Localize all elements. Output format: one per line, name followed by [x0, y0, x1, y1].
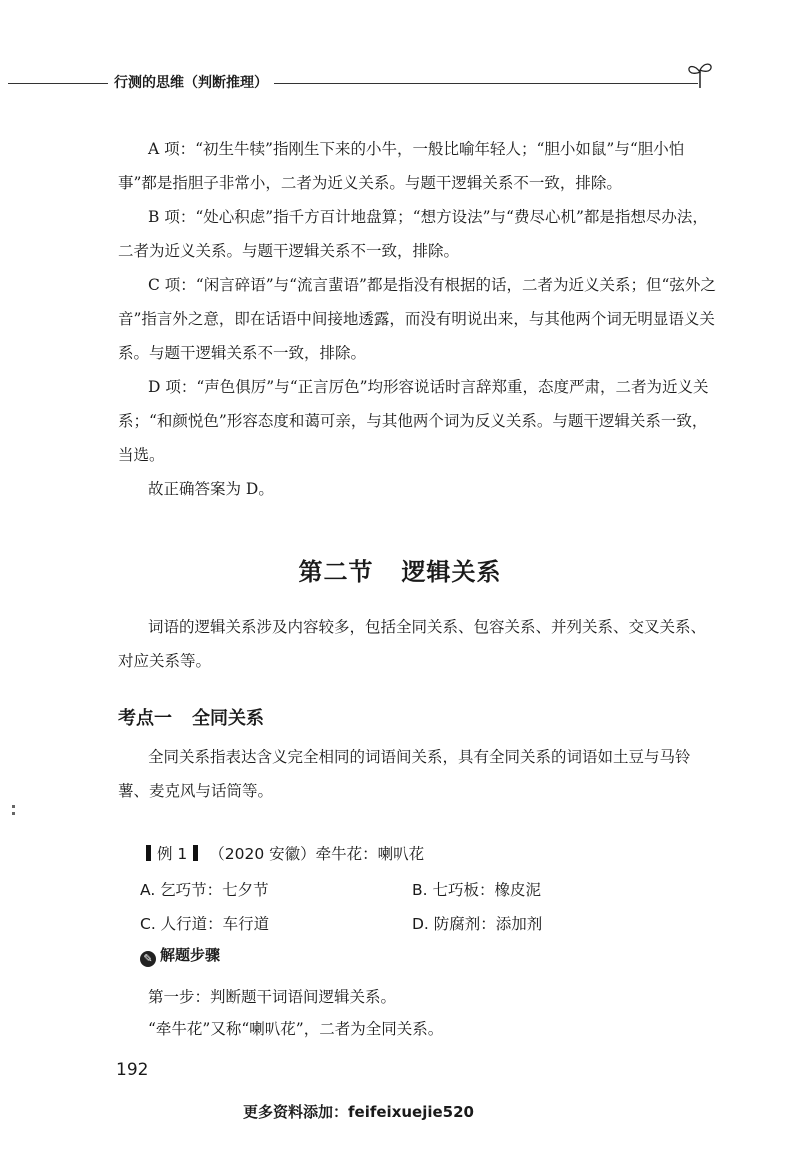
example-question: [140, 842, 424, 864]
option-d: D. 防腐剂：添加剂: [412, 915, 543, 933]
option-a: A. 乞巧节：七夕节: [140, 881, 269, 899]
example-label: 例 1: [157, 845, 188, 863]
example-bar-left: [146, 845, 151, 861]
footer-note: [243, 1101, 474, 1122]
section-intro: 词语的逻辑关系涉及内容较多，包括全同关系、包容关系、并列关系、交叉关系、对应关系等。: [118, 618, 707, 670]
steps-icon: ✎: [140, 951, 156, 967]
running-header-title: 行测的思维（判断推理）: [108, 72, 274, 92]
answer-line: 故正确答案为 D。: [148, 480, 274, 498]
explanation-option-a: A 项：“初生牛犊”指刚生下来的小牛，一般比喻年轻人；“胆小如鼠”与“胆小怕事”都是指胆子非常小，二者为近义关系。与题干逻辑关系不一致，排除。: [118, 140, 685, 192]
example-bar-right: [193, 845, 198, 861]
explanation-option-b: B 项：“处心积虑”指千方百计地盘算；“想方设法”与“费尽心机”都是指想尽办法，二者为近义关系。与题干逻辑关系不一致，排除。: [118, 208, 708, 260]
step-one: 第一步：判断题干词语间逻辑关系。: [148, 988, 397, 1006]
step-one-text: “牵牛花”又称“喇叭花”，二者为全同关系。: [148, 1020, 444, 1038]
sprout-icon: [686, 60, 714, 90]
kaodian-text: 全同关系指表达含义完全相同的词语间关系，具有全同关系的词语如土豆与马铃薯、麦克风与话筒等。: [118, 748, 691, 800]
page-number: 192: [116, 1060, 149, 1080]
section-number: 第二节: [298, 558, 374, 586]
explanation-option-d: D 项：“声色俱厉”与“正言厉色”均形容说话时言辞郑重，态度严肃，二者为近义关系；“和颜悦色”形容态度和蔼可亲，与其他两个词为反义关系。与题干逻辑关系一致，当选。: [118, 378, 709, 464]
footer-id: feifeixuejie520: [348, 1103, 474, 1121]
kaodian-title: 全同关系: [192, 708, 264, 729]
option-c: C. 人行道：车行道: [140, 915, 270, 933]
option-b: B. 七巧板：橡皮泥: [412, 881, 541, 899]
scan-mark: [12, 805, 15, 808]
solution-steps-heading: [140, 944, 220, 967]
kaodian-label: 考点一: [118, 708, 172, 729]
section-heading: [0, 552, 800, 587]
section-title: 逻辑关系: [401, 558, 502, 586]
solution-steps-title: 解题步骤: [160, 946, 221, 964]
scan-mark: [12, 812, 15, 815]
footer-prefix: 更多资料添加：: [243, 1103, 349, 1121]
explanation-option-c: C 项：“闲言碎语”与“流言蜚语”都是指没有根据的话，二者为近义关系；但“弦外之音”指言外之意，即在话语中间接地透露，而没有明说出来，与其他两个词无明显语义关系。与题干逻辑关系不一致，排除。: [118, 276, 716, 362]
kaodian-heading: [118, 704, 264, 730]
example-question-text: （2020 安徽）牵牛花：喇叭花: [209, 845, 425, 863]
